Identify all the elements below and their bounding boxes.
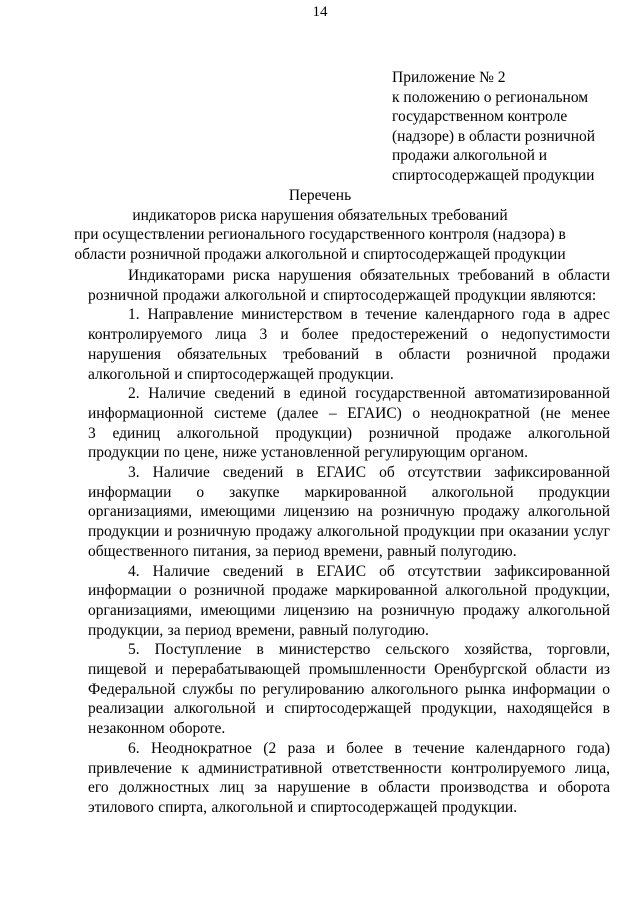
paragraph-line: 5. Поступление в министерство сельского хозяйства, торговли,: [128, 641, 610, 659]
appendix-block: [392, 68, 628, 185]
intro-paragraph: [88, 266, 610, 305]
item-3-paragraph: [88, 463, 610, 562]
item-6-paragraph: [88, 739, 610, 818]
item-4-paragraph: [88, 562, 610, 641]
paragraph-line: незаконном обороте.: [88, 720, 226, 738]
appendix-line: Приложение № 2: [392, 69, 506, 86]
heading-title: Перечень: [288, 187, 352, 204]
paragraph-line: продукции по цене, ниже установленной регулирующим органом.: [88, 444, 528, 462]
paragraph-line: 3. Наличие сведений в ЕГАИС об отсутствии зафиксированной: [128, 464, 610, 482]
page-number: 14: [312, 4, 328, 20]
paragraph-line: его должностных лиц за нарушение в области производства и оборота: [88, 779, 610, 797]
paragraph-line: организациями, имеющими лицензию на розничную продажу алкогольной: [88, 601, 610, 619]
paragraph-line: реализации алкогольной и спиртосодержащей продукции, находящейся в: [88, 700, 610, 718]
heading-subtitle-line: при осуществлении регионального государственного контроля (надзора) в: [74, 226, 566, 243]
document-heading: [40, 186, 600, 264]
document-body: [88, 266, 610, 818]
paragraph-line: 6. Неоднократное (2 раза и более в течение календарного года): [128, 739, 610, 757]
paragraph-line: 3 единиц алкогольной продукции) розничной продаже алкогольной: [88, 424, 610, 442]
paragraph-line: розничной продажи алкогольной и спиртосодержащей продукции являются:: [88, 286, 597, 304]
paragraph-line: информации о закупке маркированной алкогольной продукции: [88, 483, 610, 501]
paragraph-line: пищевой и перерабатывающей промышленности Оренбургской области из: [88, 661, 610, 679]
heading-subtitle-line: индикаторов риска нарушения обязательных требований: [132, 206, 508, 224]
paragraph-line: 4. Наличие сведений в ЕГАИС об отсутствии зафиксированной: [128, 562, 610, 580]
paragraph-line: продукции, за период времени, равный полугодию.: [88, 621, 429, 639]
heading-subtitle-line: области розничной продажи алкогольной и спиртосодержащей продукции: [74, 245, 566, 263]
paragraph-line: контролируемого лица 3 и более предостережений о недопустимости: [88, 326, 610, 344]
paragraph-line: нарушения обязательных требований в области розничной продажи: [88, 345, 610, 363]
appendix-line: к положению о региональном: [392, 88, 589, 106]
paragraph-line: 1. Направление министерством в течение календарного года в адрес: [128, 306, 610, 324]
paragraph-line: общественного питания, за период времени, равный полугодию.: [88, 542, 517, 560]
paragraph-line: 2. Наличие сведений в единой государственной автоматизированной: [128, 385, 610, 403]
paragraph-line: продукции и розничную продажу алкогольной продукции при оказании услуг: [88, 523, 610, 541]
paragraph-line: Индикаторами риска нарушения обязательных требований в области: [128, 267, 610, 284]
appendix-line: продажи алкогольной и: [392, 147, 548, 164]
paragraph-line: организациями, имеющими лицензию на розничную продажу алкогольной: [88, 503, 610, 521]
appendix-line: (надзоре) в области розничной: [392, 127, 596, 145]
paragraph-line: информационной системе (далее – ЕГАИС) о неоднократной (не менее: [88, 404, 610, 422]
item-2-paragraph: [88, 384, 610, 463]
paragraph-line: информации о розничной продаже маркированной алкогольной продукции,: [88, 582, 610, 600]
paragraph-line: алкогольной и спиртосодержащей продукции.: [88, 365, 394, 383]
paragraph-line: Федеральной службы по регулированию алкогольного рынка информации о: [88, 680, 610, 698]
paragraph-line: этилового спирта, алкогольной и спиртосодержащей продукции.: [88, 798, 518, 816]
paragraph-line: привлечение к административной ответственности контролируемого лица,: [88, 759, 610, 777]
item-1-paragraph: [88, 305, 610, 384]
item-5-paragraph: [88, 640, 610, 739]
appendix-line: государственном контроле: [392, 108, 568, 125]
appendix-line: спиртосодержащей продукции: [392, 166, 595, 184]
